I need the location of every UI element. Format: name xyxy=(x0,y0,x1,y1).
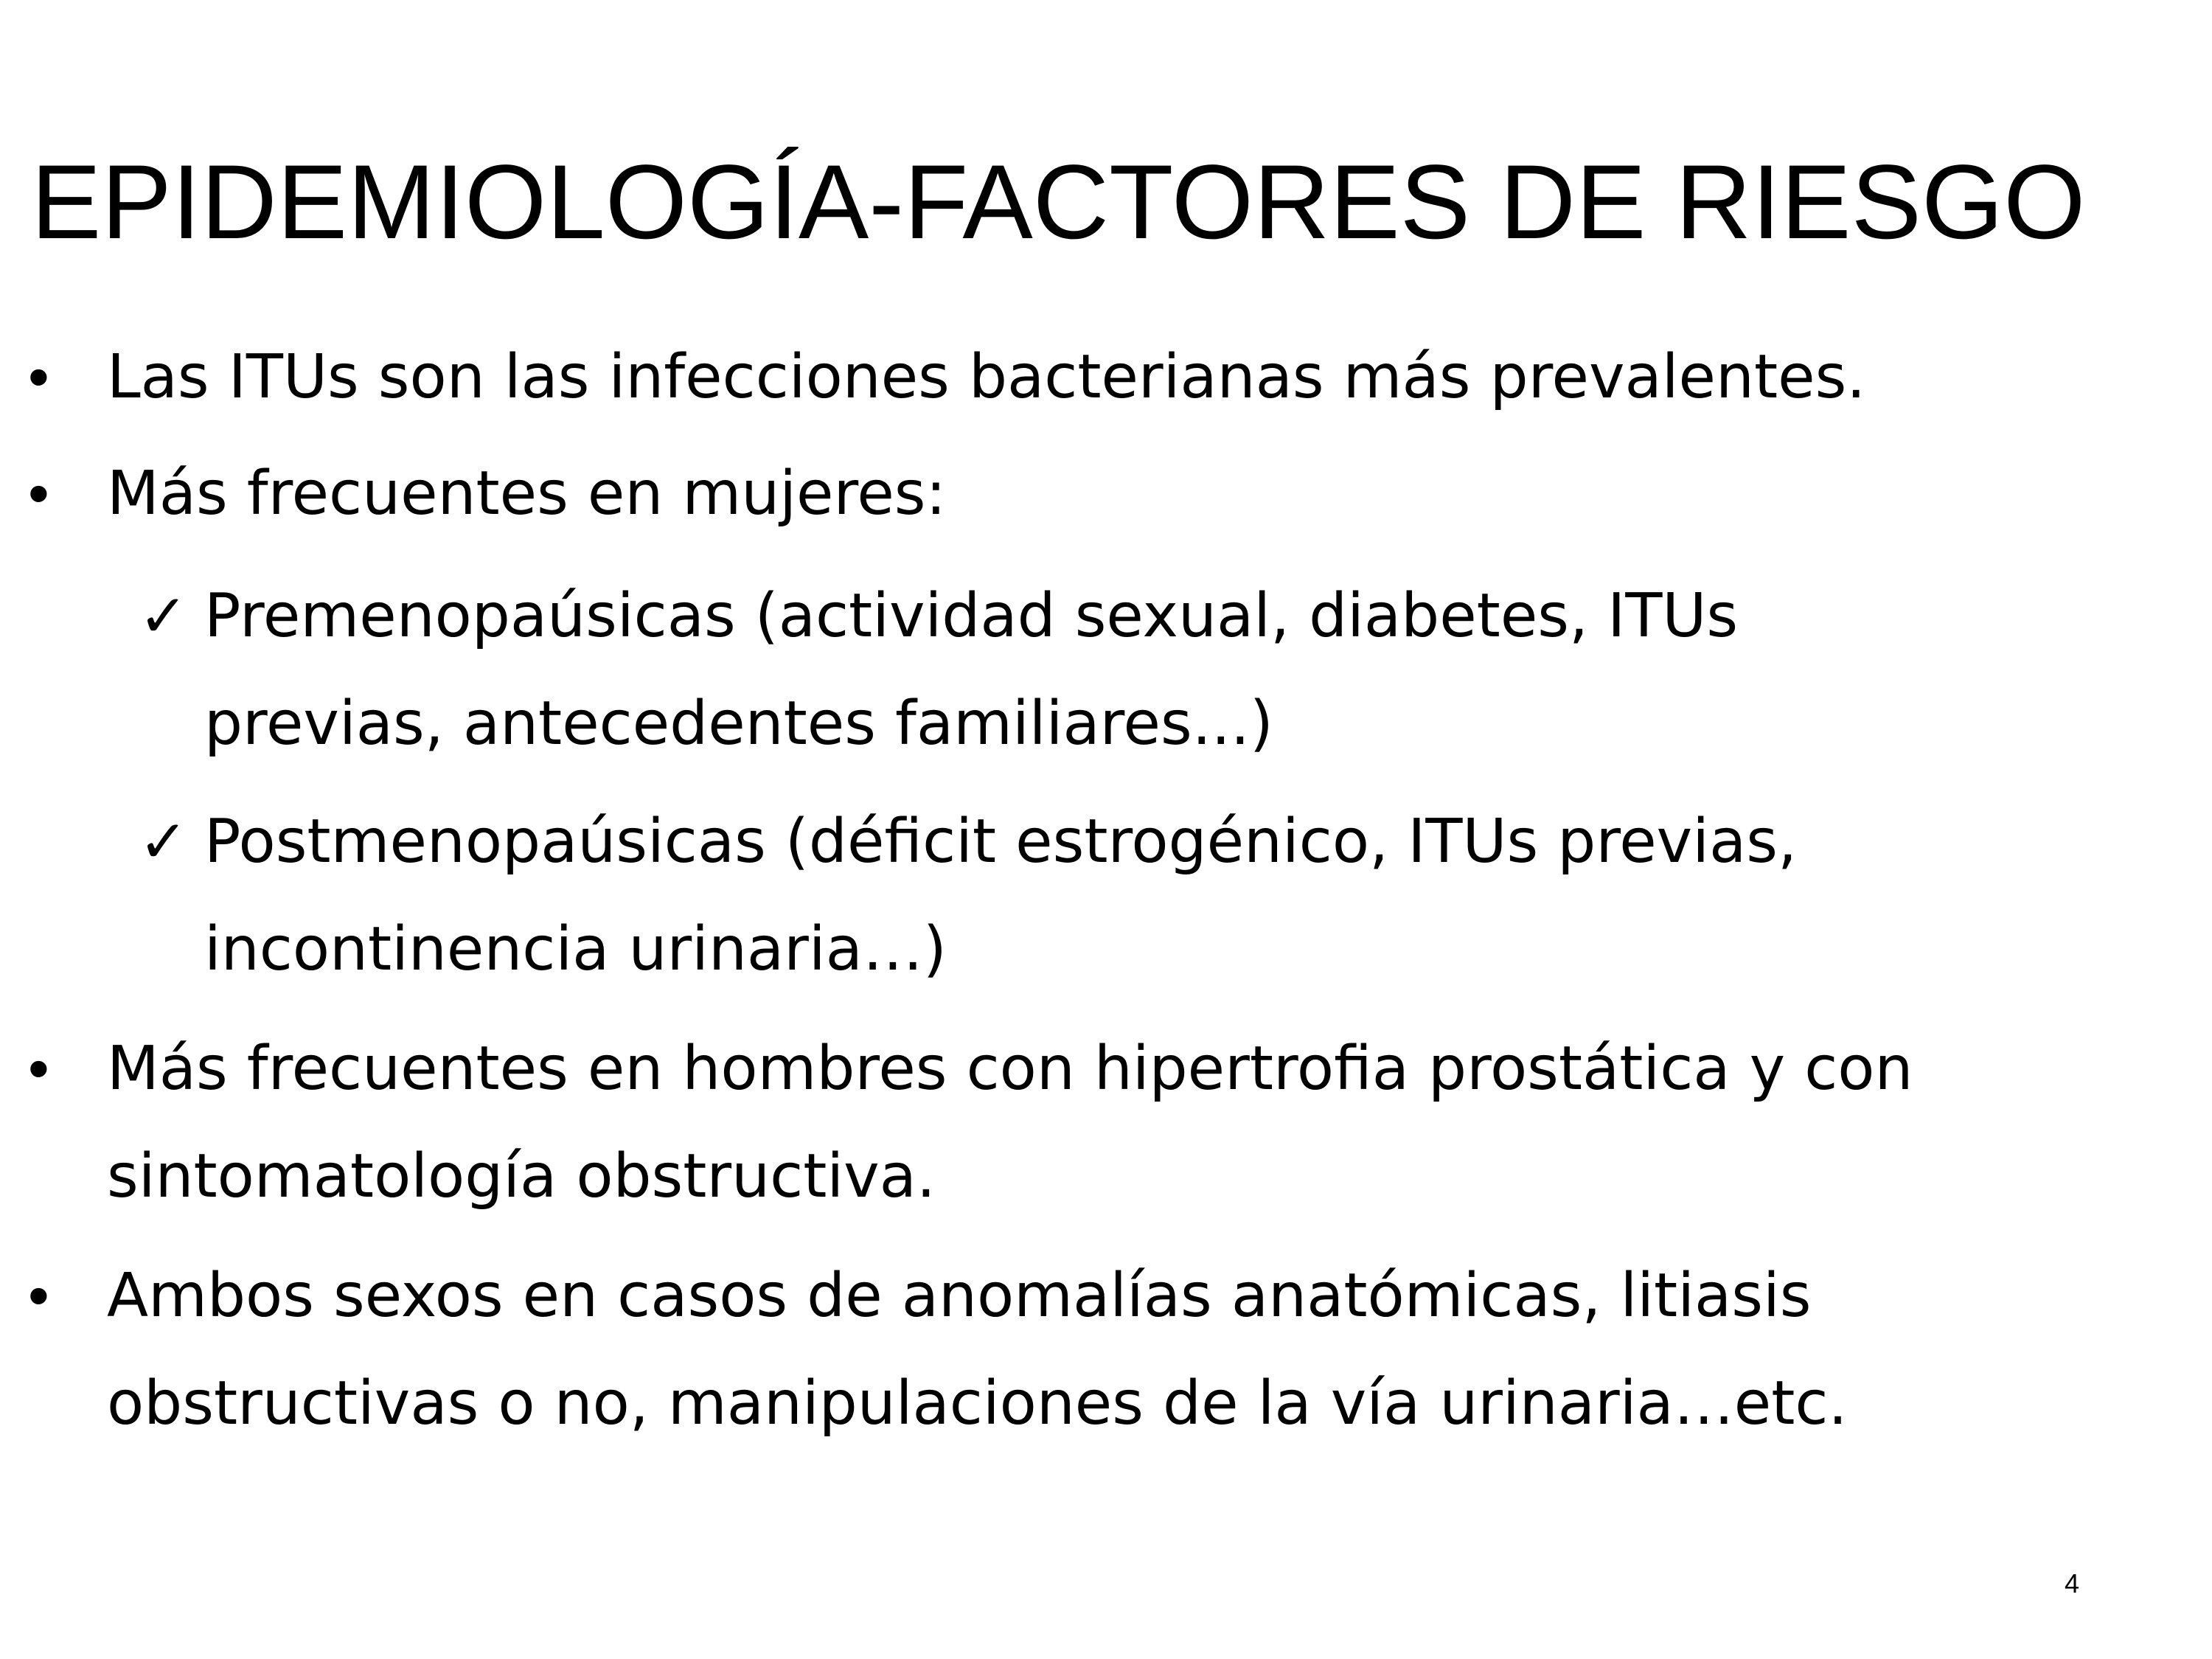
bullet-text: sintomatología obstructiva. xyxy=(107,1141,936,1211)
bullet-marker: • xyxy=(28,1262,49,1329)
bullet-text: Más frecuentes en mujeres: xyxy=(107,459,947,529)
bullet-text: Ambos sexos en casos de anomalías anatómicas, litiasis xyxy=(107,1261,1812,1331)
slide-title: EPIDEMIOLOGÍA-FACTORES DE RIESGO xyxy=(31,144,2086,261)
bullet-text: Las ITUs son las infecciones bacterianas más prevalentes. xyxy=(107,342,1866,412)
sub-item-text: incontinencia urinaria…) xyxy=(204,914,947,984)
sub-item-text: previas, antecedentes familiares...) xyxy=(204,689,1273,759)
bullet-text: obstructivas o no, manipulaciones de la vía urinaria…etc. xyxy=(107,1368,1848,1439)
sub-item-text: Postmenopaúsicas (déficit estrogénico, ITUs previas, xyxy=(204,807,1798,877)
sub-item-text: Premenopaúsicas (actividad sexual, diabetes, ITUs xyxy=(204,581,1739,651)
bullet-marker: • xyxy=(28,460,49,527)
bullet-marker: • xyxy=(28,344,49,411)
checkmark-icon: ✓ xyxy=(139,582,189,650)
bullet-marker: • xyxy=(28,1035,49,1102)
checkmark-icon: ✓ xyxy=(139,807,189,876)
page-number: 4 xyxy=(2065,1568,2080,1599)
bullet-text: Más frecuentes en hombres con hipertrofia prostática y con xyxy=(107,1034,1913,1104)
